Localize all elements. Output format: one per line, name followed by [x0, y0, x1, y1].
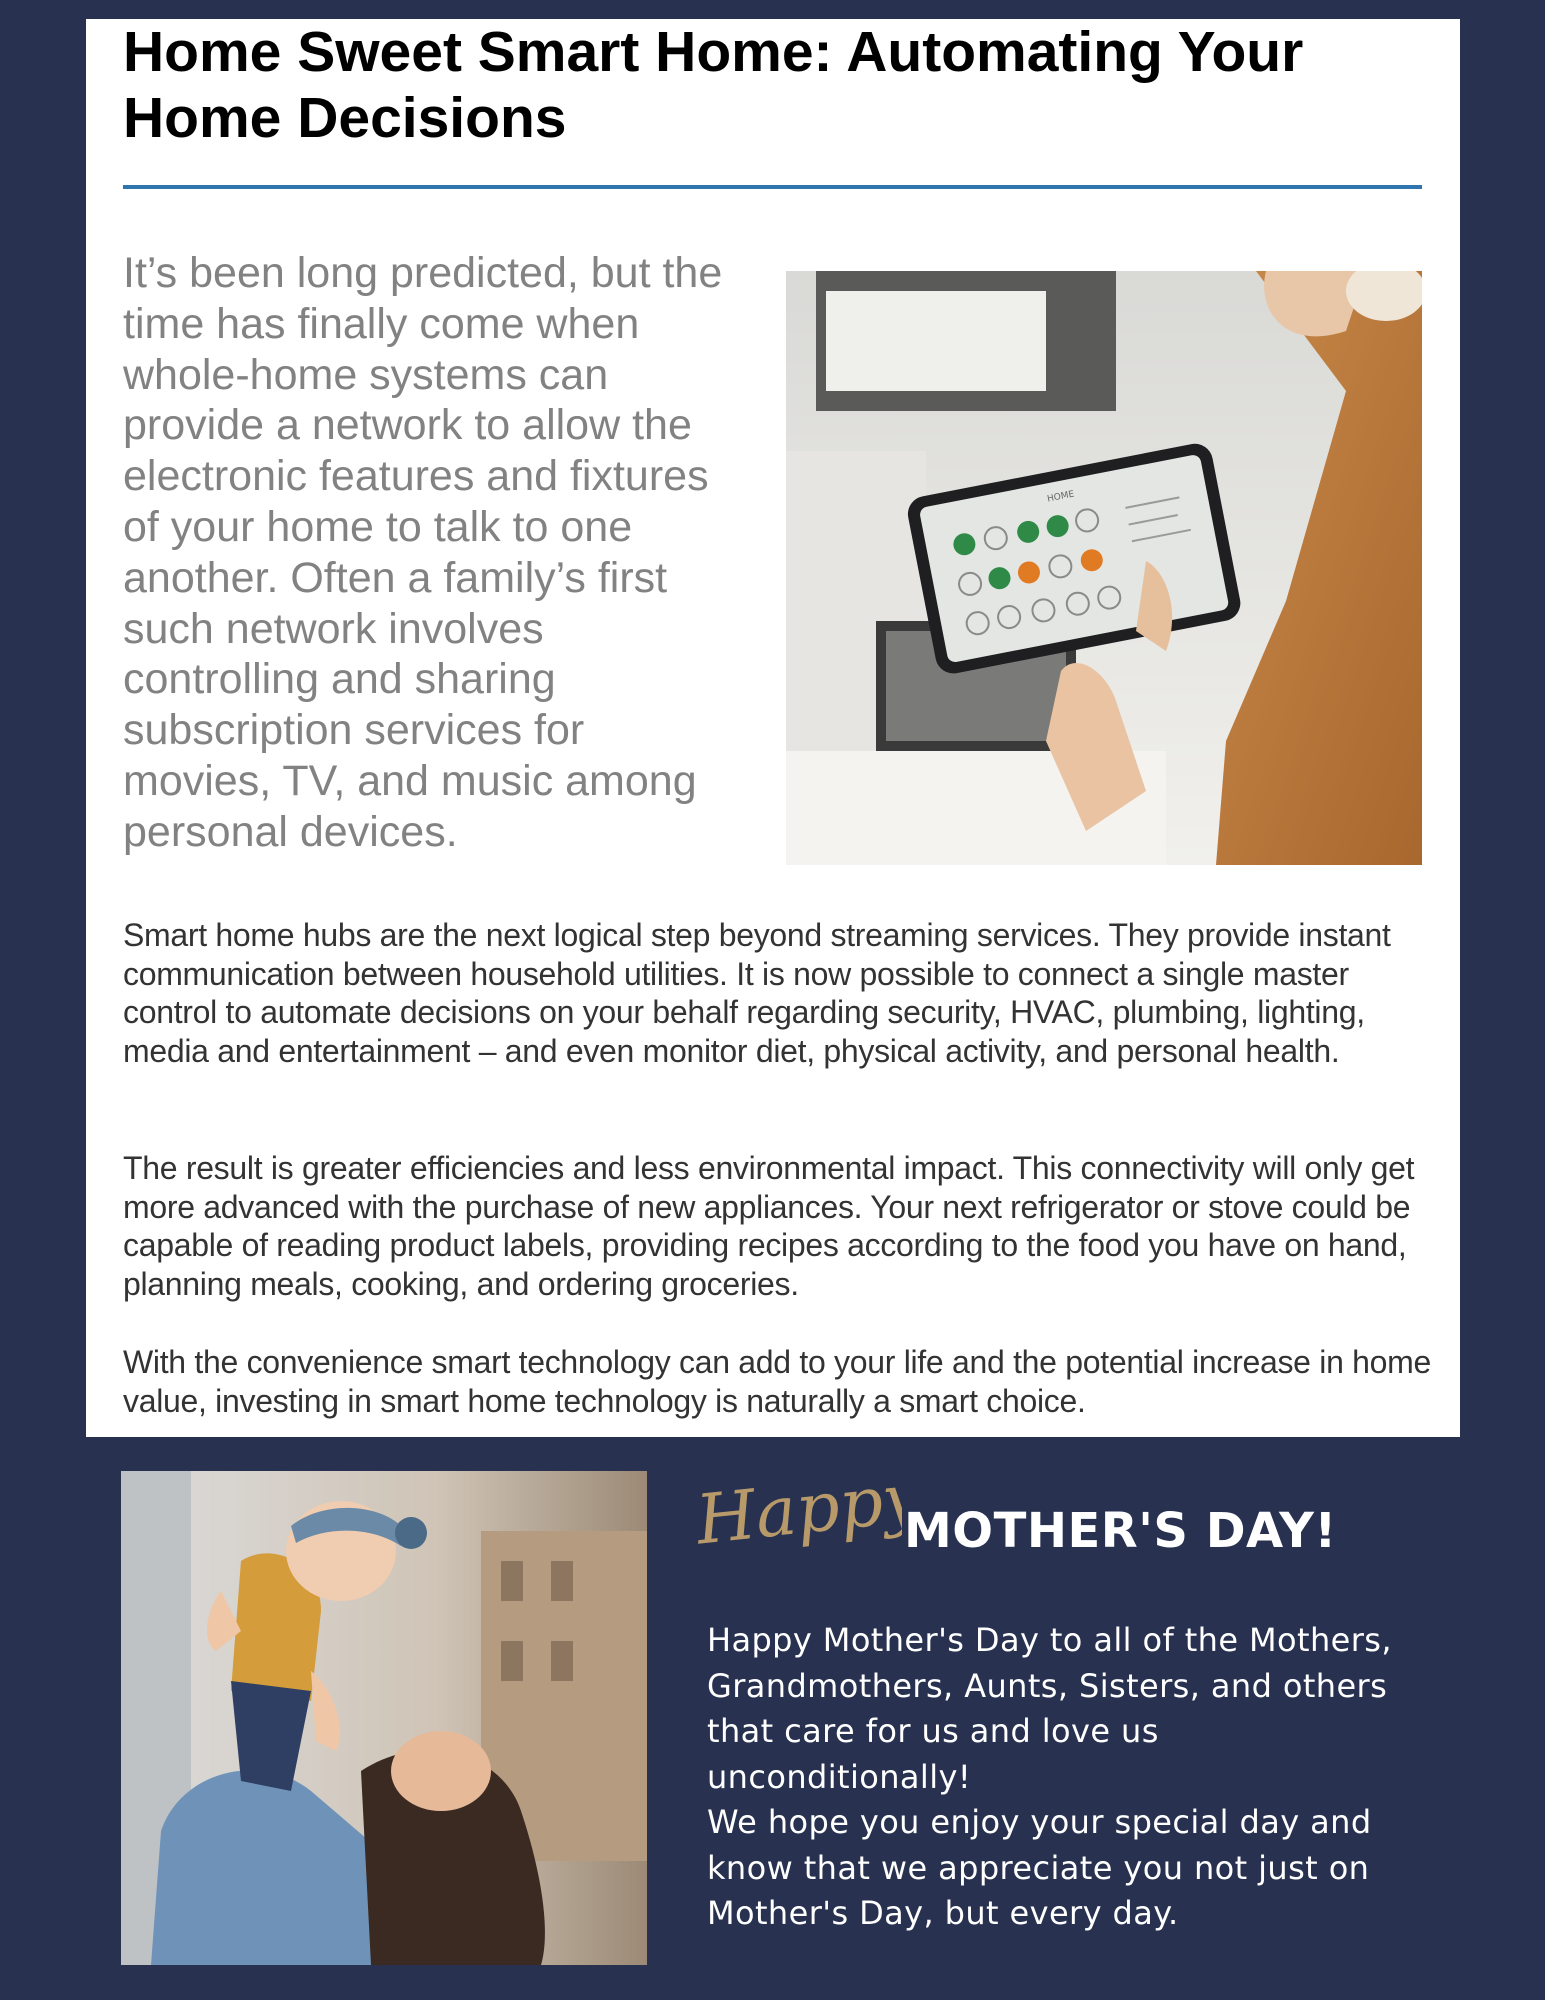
smart-home-tablet-photo [786, 271, 1422, 865]
message-line: know that we appreciate you not just on [707, 1848, 1370, 1887]
article-paragraph: Smart home hubs are the next logical step beyond streaming services. They provide instant communication between household utilities. It is now possible to connect a single master control to automate decisions on your behalf regarding security, HVAC, plumbing, lighting, media and entertainment – and even monitor diet, physical activity, and personal health. [123, 917, 1391, 1070]
article-panel [86, 19, 1460, 1437]
message-line: Grandmothers, Aunts, Sisters, and others [707, 1666, 1388, 1705]
article-paragraph: With the convenience smart technology can add to your life and the potential increase in home value, investing in smart home technology is naturally a smart choice. [123, 1344, 1432, 1419]
message-line: unconditionally! [707, 1757, 972, 1796]
article-paragraph: The result is greater efficiencies and less environmental impact. This connectivity will only get more advanced with the purchase of new appliances. Your next refrigerator or stove could be capable of reading product labels, providing recipes according to the food you have on hand, planning meals, cooking, and ordering groceries. [123, 1150, 1415, 1303]
message-line: Mother's Day, but every day. [707, 1894, 1179, 1932]
mothers-day-message [707, 1618, 1447, 1937]
mothers-day-heading: MOTHER'S DAY! [904, 1503, 1337, 1559]
happy-script-heading [692, 1450, 902, 1590]
article-title: Home Sweet Smart Home: Automating Your Home Decisions [123, 20, 1304, 150]
article-lead: It’s been long predicted, but the time has finally come when whole-home systems can provide a network to allow the electronic features and fixtures of your home to talk to one another. Often a family’s first such network involves controlling and sharing subscription services for movies, TV, and music among personal devices. [123, 249, 723, 856]
mother-and-baby-photo [121, 1471, 647, 1965]
svg-text:Happy: Happy [692, 1458, 902, 1561]
svg-text:HOME: HOME [1046, 489, 1076, 505]
message-line: that care for us and love us [707, 1712, 1159, 1750]
message-line: We hope you enjoy your special day and [707, 1803, 1372, 1841]
title-divider [123, 185, 1422, 189]
message-line: Happy Mother's Day to all of the Mothers, [707, 1621, 1392, 1659]
